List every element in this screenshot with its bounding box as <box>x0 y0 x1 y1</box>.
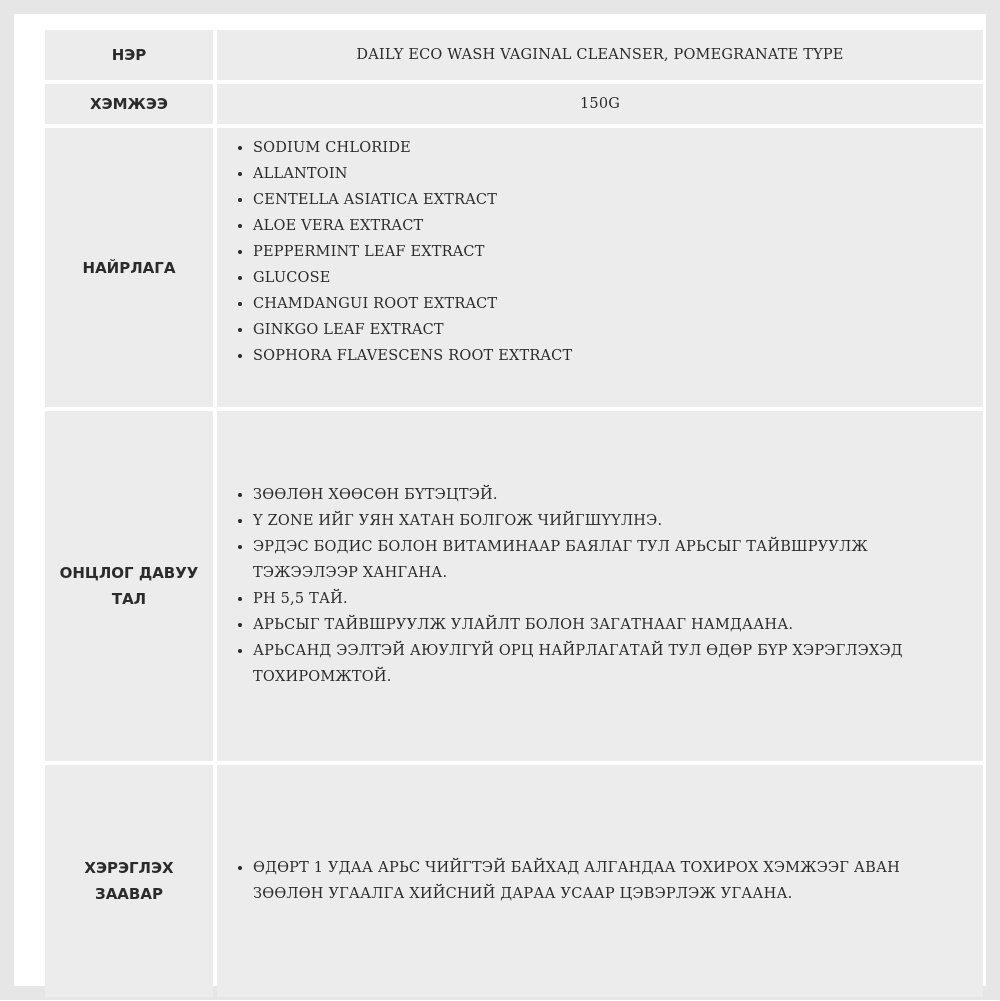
size-value: 150G <box>217 84 983 124</box>
list-item: • ALLANTOIN <box>253 161 983 187</box>
ingredients-cell <box>217 128 983 407</box>
list-item: • SODIUM CHLORIDE <box>253 135 983 161</box>
product-spec-table <box>41 26 987 1001</box>
list-item: • PH 5,5 ТАЙ. <box>253 586 943 612</box>
name-value: DAILY ECO WASH VAGINAL CLEANSER, POMEGRANATE TYPE <box>217 30 983 80</box>
list-item: • ЗӨӨЛӨН ХӨӨСӨН БҮТЭЦТЭЙ. <box>253 482 943 508</box>
table-row-name <box>45 30 983 80</box>
table-row-size <box>45 84 983 124</box>
usage-label: ХЭРЭГЛЭХ ЗААВАР <box>45 765 213 997</box>
table-row-features <box>45 411 983 761</box>
list-item: • ӨДӨРТ 1 УДАА АРЬС ЧИЙГТЭЙ БАЙХАД АЛГАНДАА ТОХИРОХ ХЭМЖЭЭГ АВАН ЗӨӨЛӨН УГААЛГА ХИЙСНИЙ ДАРАА УСААР ЦЭВЭРЛЭЖ УГААНА. <box>253 855 953 907</box>
list-item: • АРЬСЫГ ТАЙВШРУУЛЖ УЛАЙЛТ БОЛОН ЗАГАТНААГ НАМДААНА. <box>253 612 943 638</box>
ingredients-list <box>217 135 983 369</box>
ingredients-label: НАЙРЛАГА <box>45 128 213 407</box>
list-item: • CHAMDANGUI ROOT EXTRACT <box>253 291 983 317</box>
usage-list <box>217 855 953 907</box>
table-row-usage <box>45 765 983 997</box>
list-item: • SOPHORA FLAVESCENS ROOT EXTRACT <box>253 343 983 369</box>
usage-cell <box>217 765 983 997</box>
list-item: • GINKGO LEAF EXTRACT <box>253 317 983 343</box>
features-label: ОНЦЛОГ ДАВУУ ТАЛ <box>45 411 213 761</box>
list-item: • GLUCOSE <box>253 265 983 291</box>
list-item: • PEPPERMINT LEAF EXTRACT <box>253 239 983 265</box>
list-item: • ALOE VERA EXTRACT <box>253 213 983 239</box>
name-label: НЭР <box>45 30 213 80</box>
list-item: • АРЬСАНД ЭЭЛТЭЙ АЮУЛГҮЙ ОРЦ НАЙРЛАГАТАЙ ТУЛ ӨДӨР БҮР ХЭРЭГЛЭХЭД ТОХИРОМЖТОЙ. <box>253 638 943 690</box>
list-item: • CENTELLA ASIATICA EXTRACT <box>253 187 983 213</box>
table-row-ingredients <box>45 128 983 407</box>
list-item: • Y ZONE ИЙГ УЯН ХАТАН БОЛГОЖ ЧИЙГШҮҮЛНЭ. <box>253 508 943 534</box>
size-label: ХЭМЖЭЭ <box>45 84 213 124</box>
list-item: • ЭРДЭС БОДИС БОЛОН ВИТАМИНААР БАЯЛАГ ТУЛ АРЬСЫГ ТАЙВШРУУЛЖ ТЭЖЭЭЛЭЭР ХАНГАНА. <box>253 534 943 586</box>
features-cell <box>217 411 983 761</box>
features-list <box>217 482 943 690</box>
